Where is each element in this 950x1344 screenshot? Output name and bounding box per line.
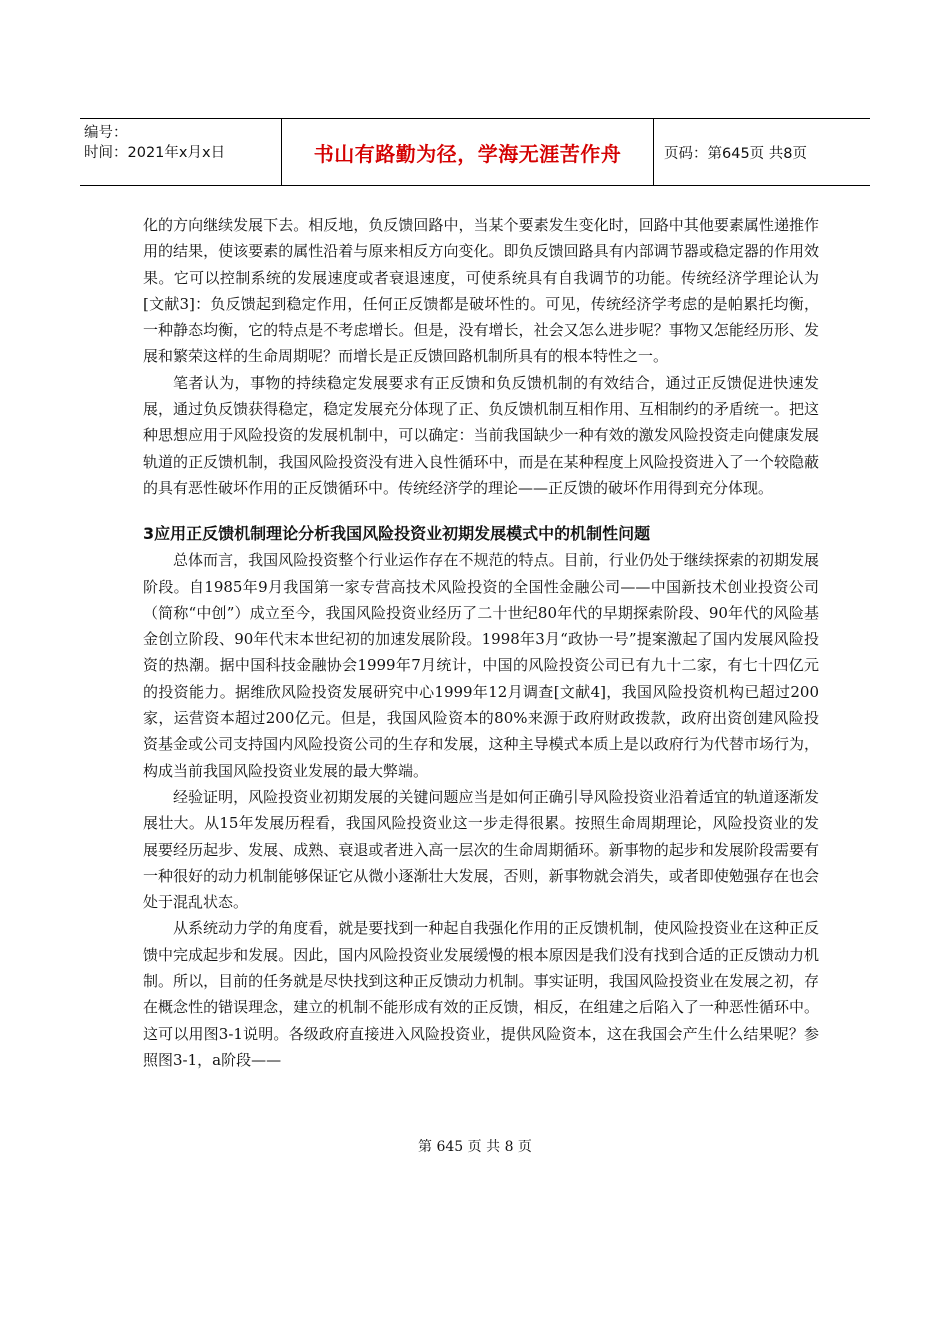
paragraph-5: 从系统动力学的角度看，就是要找到一种起自我强化作用的正反馈机制，使风险投资业在这种正反馈中完成起步和发展。因此，国内风险投资业发展缓慢的根本原因是我们没有找到合适的正反馈动力机制。所以，目前的任务就是尽快找到这种正反馈动力机制。事实证明，我国风险投资业在发展之初，存在概念性的错误理念，建立的机制不能形成有效的正反馈，相反，在组建之后陷入了一种恶性循环中。这可以用图3-1说明。各级政府直接进入风险投资业，提供风险资本，这在我国会产生什么结果呢？参照图3-1，a阶段—— [143,919,819,1069]
number-label: 编号： [84,125,128,141]
header-page-code: 页码：第645页 共8页 [664,145,808,162]
header-motto: 书山有路勤为径，学海无涯苦作舟 [282,119,654,185]
paragraph-4: 经验证明，风险投资业初期发展的关键问题应当是如何正确引导风险投资业沿着适宜的轨道逐渐发展壮大。从15年发展历程看，我国风险投资业这一步走得很累。按照生命周期理论，风险投资业的发展要经历起步、发展、成熟、衰退或者进入高一层次的生命周期循环。新事物的起步和发展阶段需要有一种很好的动力机制能够保证它从微小逐渐壮大发展，否则，新事物就会消失，或者即使勉强存在也会处于混乱状态。 [143,787,819,912]
paragraph-3: 总体而言，我国风险投资整个行业运作存在不规范的特点。目前，行业仍处于继续探索的初期发展阶段。自1985年9月我国第一家专营高技术风险投资的全国性金融公司——中国新技术创业投资公司（简称“中创”）成立至今，我国风险投资业经历了二十世纪80年代的早期探索阶段、90年代的风险基金创立阶段、90年代末本世纪初的加速发展阶段。1998年3月“政协一号”提案激起了国内发展风险投资的热潮。据中国科技金融协会1999年7月统计，中国的风险投资公司已有九十二家，有七十四亿元的投资能力。据维欣风险投资发展研究中心1999年12月调查[文献4]，我国风险投资机构已超过200家，运营资本超过200亿元。但是，我国风险资本的80%来源于政府财政拨款，政府出资创建风险投资基金或公司支持国内风险投资公司的生存和发展，这种主导模式本质上是以政府行为代替市场行为，构成当前我国风险投资业发展的最大弊端。 [143,551,819,780]
paragraph-1: 化的方向继续发展下去。相反地，负反馈回路中，当某个要素发生变化时，回路中其他要素属性递推作用的结果，使该要素的属性沿着与原来相反方向变化。即负反馈回路具有内部调节器或稳定器的作用效果。它可以控制系统的发展速度或者衰退速度，可使系统具有自我调节的功能。传统经济学理论认为[文献3]：负反馈起到稳定作用，任何正反馈都是破坏性的。可见，传统经济学考虑的是帕累托均衡，一种静态均衡，它的特点是不考虑增长。但是，没有增长，社会又怎么进步呢？事物又怎能经历形、发展和繁荣这样的生命周期呢？而增长是正反馈回路机制所具有的根本特性之一。 [143,216,819,366]
time-label: 时间：2021年x月x日 [84,145,226,161]
document-body [143,212,819,1073]
paragraph-2: 笔者认为，事物的持续稳定发展要求有正反馈和负反馈机制的有效结合，通过正反馈促进快速发展，通过负反馈获得稳定，稳定发展充分体现了正、负反馈机制互相作用、互相制约的矛盾统一。把这种思想应用于风险投资的发展机制中，可以确定：当前我国缺少一种有效的激发风险投资走向健康发展轨道的正反馈机制，我国风险投资没有进入良性循环中，而是在某种程度上风险投资进入了一个较隐蔽的具有恶性破坏作用的正反馈循环中。传统经济学的理论——正反馈的破坏作用得到充分体现。 [143,373,819,497]
section-3-title: 3应用正反馈机制理论分析我国风险投资业初期发展模式中的机制性问题 [143,524,651,544]
page-header [80,118,870,186]
header-meta [80,119,282,185]
page-footer: 第 645 页 共 8 页 [418,1139,532,1155]
